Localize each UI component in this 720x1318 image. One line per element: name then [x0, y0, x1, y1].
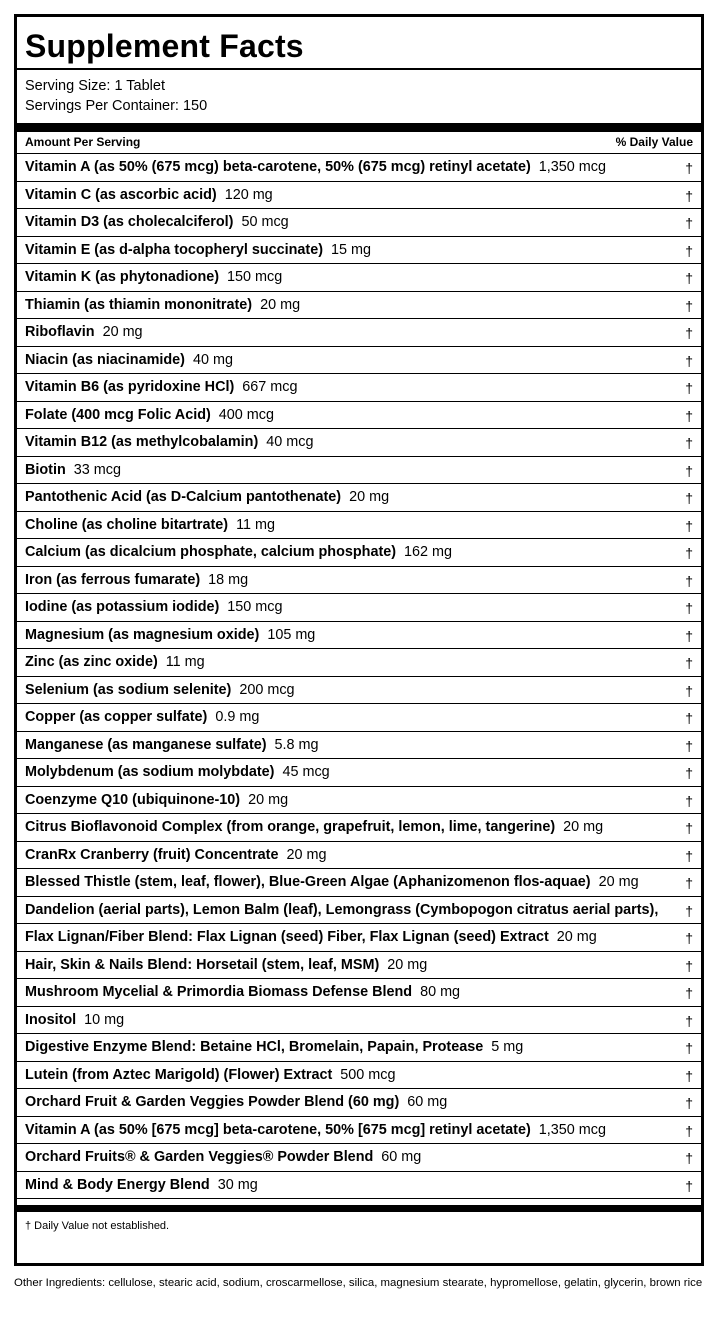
nutrient-name: Mushroom Mycelial & Primordia Biomass Defense Blend: [25, 984, 413, 1000]
table-row: [17, 291, 701, 319]
table-row: [17, 1033, 701, 1061]
row-text: [25, 764, 330, 781]
nutrient-name: CranRx Cranberry (fruit) Concentrate: [25, 846, 279, 863]
nutrient-name: Blessed Thistle (stem, leaf, flower), Blue-Green Algae (Aphanizomenon flos-aquae): [25, 874, 591, 890]
daily-value-mark: †: [685, 545, 693, 561]
nutrient-amount: 500 mcg: [340, 1066, 396, 1083]
panel-title: Supplement Facts: [25, 28, 304, 64]
nutrient-rows: [17, 153, 701, 1199]
row-text: [25, 627, 315, 644]
row-text: [25, 489, 389, 506]
nutrient-amount: 60 mg: [381, 1149, 422, 1165]
servings-per-container: Servings Per Container: 150: [25, 98, 208, 114]
nutrient-name: Copper (as copper sulfate): [25, 709, 208, 725]
table-row: [17, 318, 701, 346]
daily-value-mark: †: [685, 270, 693, 286]
nutrient-name: Manganese (as manganese sulfate): [25, 736, 267, 753]
nutrient-amount: 45 mcg: [282, 764, 330, 780]
row-text: [25, 352, 233, 369]
nutrient-amount: 11 mg: [165, 654, 205, 670]
nutrient-name: Biotin: [25, 461, 66, 478]
nutrient-name: Vitamin D3 (as cholecalciferol): [25, 214, 234, 230]
nutrient-name: Coenzyme Q10 (ubiquinone-10): [25, 791, 241, 808]
table-row: [17, 483, 701, 511]
table-row: [17, 896, 701, 924]
title-rule: [17, 68, 701, 70]
row-text: [25, 517, 275, 534]
nutrient-name: Folate (400 mcg Folic Acid): [25, 406, 211, 423]
daily-value-mark: †: [685, 957, 693, 974]
nutrient-amount: 20 mg: [248, 791, 289, 808]
nutrient-amount: 20 mg: [556, 929, 597, 945]
daily-value-mark: †: [685, 462, 693, 479]
nutrient-name: Vitamin A (as 50% (675 mcg) beta-carotene, 50% (675 mcg) retinyl acetate): [25, 159, 531, 175]
nutrient-name: Vitamin B6 (as pyridoxine HCl): [25, 379, 235, 395]
daily-value-mark: †: [685, 435, 693, 451]
table-row: [17, 593, 701, 621]
nutrient-name: Niacin (as niacinamide): [25, 351, 185, 368]
daily-value-mark: †: [685, 407, 693, 424]
nutrient-name: Iodine (as potassium iodide): [25, 599, 220, 615]
nutrient-amount: 400 mcg: [218, 406, 274, 423]
nutrient-name: Pantothenic Acid (as D-Calcium pantothenate): [25, 489, 342, 505]
nutrient-amount: 20 mg: [387, 956, 428, 973]
nutrient-amount: 33 mcg: [73, 461, 121, 478]
row-text: [25, 874, 639, 891]
table-row: [17, 1171, 701, 1199]
daily-value-mark: †: [685, 600, 693, 616]
table-row: [17, 951, 701, 979]
table-row: [17, 181, 701, 209]
nutrient-name: Inositol: [25, 1011, 77, 1028]
table-row: [17, 978, 701, 1006]
thick-rule-bottom: [17, 1205, 701, 1212]
nutrient-amount: 20 mg: [260, 296, 301, 313]
nutrient-name: Vitamin K (as phytonadione): [25, 269, 220, 285]
nutrient-amount: 20 mg: [598, 874, 639, 890]
table-row: [17, 456, 701, 484]
row-text: [25, 462, 121, 479]
table-row: [17, 1061, 701, 1089]
row-text: [25, 187, 273, 204]
nutrient-name: Riboflavin: [25, 324, 95, 340]
daily-value-mark: †: [685, 930, 693, 946]
row-text: [25, 902, 666, 919]
nutrient-amount: 50 mcg: [241, 214, 289, 230]
nutrient-name: Calcium (as dicalcium phosphate, calcium phosphate): [25, 544, 397, 560]
row-text: [25, 434, 313, 451]
table-row: [17, 538, 701, 566]
row-text: [25, 599, 283, 616]
nutrient-amount: 5 mg: [491, 1039, 524, 1055]
row-text: [25, 1094, 447, 1111]
nutrient-name: Vitamin A (as 50% [675 mcg] beta-carotene, 50% [675 mcg] retinyl acetate): [25, 1121, 531, 1138]
daily-value-mark: †: [685, 1012, 693, 1029]
table-row: [17, 703, 701, 731]
row-text: [25, 159, 606, 176]
nutrient-amount: 20 mg: [349, 489, 390, 505]
nutrient-amount: 200 mcg: [239, 681, 295, 698]
daily-value-mark: †: [685, 710, 693, 726]
table-row: [17, 813, 701, 841]
row-text: [25, 379, 297, 396]
table-row: [17, 153, 701, 181]
table-row: [17, 868, 701, 896]
table-row: [17, 401, 701, 429]
daily-value-mark: †: [685, 215, 693, 231]
nutrient-name: Selenium (as sodium selenite): [25, 681, 232, 698]
nutrient-amount: 15 mg: [331, 241, 372, 258]
nutrient-name: Orchard Fruit & Garden Veggies Powder Blend (60 mg): [25, 1094, 400, 1110]
daily-value-mark: †: [685, 1122, 693, 1139]
nutrient-name: Thiamin (as thiamin mononitrate): [25, 296, 253, 313]
table-row: [17, 1088, 701, 1116]
table-row: [17, 676, 701, 704]
daily-value-mark: †: [685, 187, 693, 204]
table-row: [17, 208, 701, 236]
nutrient-name: Orchard Fruits® & Garden Veggies® Powder Blend: [25, 1149, 374, 1165]
daily-value-mark: †: [685, 297, 693, 314]
row-text: [25, 214, 289, 231]
rows-end-rule: [17, 1198, 701, 1199]
table-row: [17, 648, 701, 676]
nutrient-name: Vitamin C (as ascorbic acid): [25, 186, 217, 203]
table-row: [17, 511, 701, 539]
nutrient-name: Magnesium (as magnesium oxide): [25, 626, 260, 643]
daily-value-mark: †: [685, 1177, 693, 1194]
table-row: [17, 758, 701, 786]
nutrient-amount: 0.9 mg: [215, 709, 260, 725]
table-row: [17, 428, 701, 456]
daily-value-mark: †: [685, 572, 693, 589]
nutrient-name: Lutein (from Aztec Marigold) (Flower) Extract: [25, 1066, 333, 1083]
nutrient-amount: 150 mcg: [227, 269, 283, 285]
thick-rule-top: [17, 123, 701, 132]
row-text: [25, 819, 603, 836]
daily-value-mark: †: [685, 792, 693, 809]
daily-value-mark: †: [685, 985, 693, 1001]
nutrient-name: Vitamin B12 (as methylcobalamin): [25, 434, 259, 450]
row-text: [25, 572, 248, 589]
table-row: [17, 373, 701, 401]
nutrient-amount: 1,350 mcg: [538, 1121, 606, 1138]
daily-value-mark: †: [685, 325, 693, 341]
table-row: [17, 566, 701, 594]
daily-value-mark: †: [685, 627, 693, 644]
row-text: [25, 544, 452, 561]
nutrient-amount: 20 mg: [563, 819, 604, 835]
nutrient-name: Dandelion (aerial parts), Lemon Balm (leaf), Lemongrass (Cymbopogon citratus aerial parts),: [25, 901, 659, 918]
nutrient-name: Digestive Enzyme Blend: Betaine HCl, Bromelain, Papain, Protease: [25, 1039, 484, 1055]
nutrient-amount: 10 mg: [84, 1011, 125, 1028]
table-row: [17, 1143, 701, 1171]
nutrient-amount: 40 mcg: [266, 434, 314, 450]
nutrient-name: Hair, Skin & Nails Blend: Horsetail (stem, leaf, MSM): [25, 956, 380, 973]
table-row: [17, 1116, 701, 1144]
daily-value-header: % Daily Value: [615, 135, 693, 149]
table-row: [17, 841, 701, 869]
nutrient-amount: 40 mg: [192, 351, 233, 368]
nutrient-amount: 20 mg: [286, 846, 327, 863]
row-text: [25, 297, 300, 314]
daily-value-mark: †: [685, 1150, 693, 1166]
table-row: [17, 731, 701, 759]
table-row: [17, 786, 701, 814]
daily-value-mark: †: [685, 380, 693, 396]
daily-value-mark: †: [685, 517, 693, 534]
nutrient-amount: 150 mcg: [227, 599, 283, 615]
daily-value-mark: †: [685, 352, 693, 369]
nutrient-name: Choline (as choline bitartrate): [25, 516, 229, 533]
daily-value-mark: †: [685, 820, 693, 836]
row-text: [25, 984, 460, 1001]
daily-value-mark: †: [685, 655, 693, 671]
row-text: [25, 242, 371, 259]
table-row: [17, 1006, 701, 1034]
row-text: [25, 737, 319, 754]
daily-value-mark: †: [685, 902, 693, 919]
row-text: [25, 269, 282, 286]
daily-value-mark: †: [685, 1040, 693, 1056]
row-text: [25, 1177, 258, 1194]
nutrient-amount: 80 mg: [420, 984, 461, 1000]
nutrient-name: Zinc (as zinc oxide): [25, 654, 158, 670]
table-row: [17, 263, 701, 291]
nutrient-amount: 1,350 mcg: [538, 159, 606, 175]
daily-value-mark: †: [685, 242, 693, 259]
nutrient-amount: 60 mg: [407, 1094, 448, 1110]
row-text: [25, 847, 326, 864]
daily-value-mark: †: [685, 1067, 693, 1084]
row-text: [25, 1122, 606, 1139]
other-ingredients: Other Ingredients: cellulose, stearic acid, sodium, croscarmellose, silica, magnesium stearate, hypromellose, gelatin, glycerin, brown rice: [14, 1277, 703, 1289]
row-text: [25, 929, 597, 946]
table-row: [17, 236, 701, 264]
nutrient-amount: 5.8 mg: [274, 736, 319, 753]
nutrient-amount: 162 mg: [404, 544, 453, 560]
table-row: [17, 923, 701, 951]
nutrient-amount: 18 mg: [208, 571, 249, 588]
serving-size: Serving Size: 1 Tablet: [25, 78, 165, 94]
daily-value-mark: †: [685, 847, 693, 864]
daily-value-mark: †: [685, 737, 693, 754]
row-text: [25, 792, 288, 809]
footnote: † Daily Value not established.: [25, 1220, 170, 1232]
nutrient-name: Vitamin E (as d-alpha tocopheryl succinate): [25, 241, 324, 258]
nutrient-amount: 105 mg: [267, 626, 316, 643]
row-text: [25, 1067, 396, 1084]
nutrient-amount: 667 mcg: [242, 379, 298, 395]
row-text: [25, 682, 295, 699]
daily-value-mark: †: [685, 682, 693, 699]
daily-value-mark: †: [685, 765, 693, 781]
daily-value-mark: †: [685, 490, 693, 506]
daily-value-mark: †: [685, 160, 693, 176]
nutrient-name: Mind & Body Energy Blend: [25, 1176, 210, 1193]
row-text: [25, 709, 259, 726]
row-text: [25, 407, 274, 424]
row-text: [25, 957, 427, 974]
nutrient-name: Molybdenum (as sodium molybdate): [25, 764, 275, 780]
daily-value-mark: †: [685, 1095, 693, 1111]
supplement-facts-panel: [14, 14, 704, 1266]
row-text: [25, 654, 205, 671]
table-row: [17, 346, 701, 374]
nutrient-amount: 120 mg: [224, 186, 273, 203]
nutrient-amount: 30 mg: [217, 1176, 258, 1193]
nutrient-amount: 11 mg: [236, 516, 276, 533]
nutrient-amount: 20 mg: [102, 324, 143, 340]
nutrient-name: Iron (as ferrous fumarate): [25, 571, 201, 588]
daily-value-mark: †: [685, 875, 693, 891]
table-row: [17, 621, 701, 649]
row-text: [25, 1039, 523, 1056]
nutrient-name: Citrus Bioflavonoid Complex (from orange, grapefruit, lemon, lime, tangerine): [25, 819, 556, 835]
row-text: [25, 324, 143, 341]
row-text: [25, 1012, 124, 1029]
nutrient-name: Flax Lignan/Fiber Blend: Flax Lignan (seed) Fiber, Flax Lignan (seed) Extract: [25, 929, 549, 945]
row-text: [25, 1149, 421, 1166]
amount-per-serving-header: Amount Per Serving: [25, 135, 141, 149]
